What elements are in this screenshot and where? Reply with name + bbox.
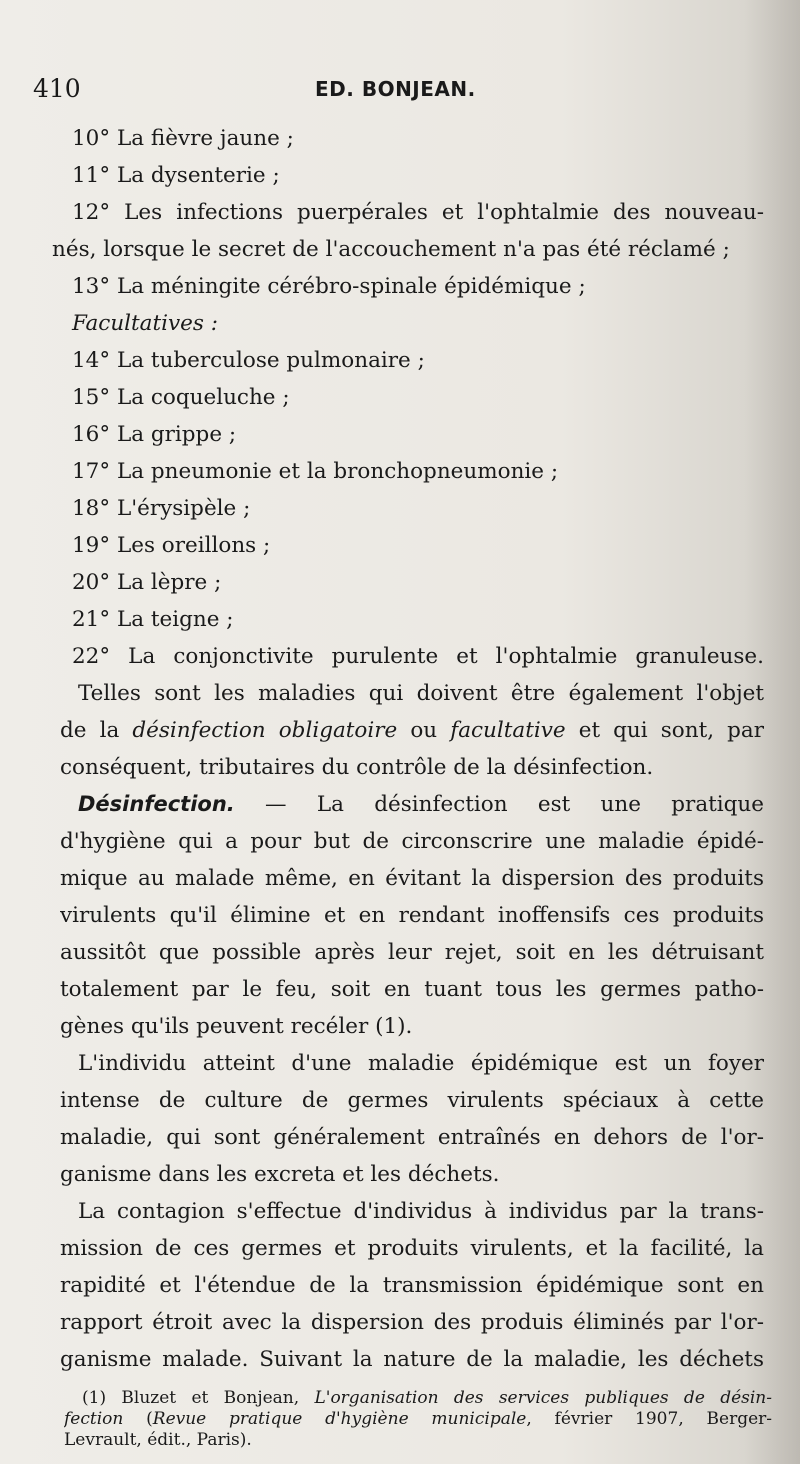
paragraph-line: intense de culture de germes virulents spéciaux à cette [60, 1088, 764, 1113]
list-item: 13° La méningite cérébro-spinale épidémique ; [72, 274, 586, 299]
paragraph-line: rapport étroit avec la dispersion des produis éliminés par l'or- [60, 1310, 764, 1335]
paragraph [60, 786, 764, 1045]
paragraph-line: ganisme malade. Suivant la nature de la maladie, les déchets [60, 1347, 764, 1372]
paragraph-line [60, 712, 764, 749]
paragraph-line: mique au malade même, en évitant la dispersion des produits [60, 866, 764, 891]
footnote-line [64, 1409, 772, 1430]
list-item: 11° La dysenterie ; [72, 163, 280, 188]
paragraph-line: Telles sont les maladies qui doivent être également l'objet [78, 681, 764, 706]
paragraph [60, 1193, 764, 1378]
list-item: 17° La pneumonie et la bronchopneumonie ; [72, 459, 559, 484]
paragraph-line: La contagion s'effectue d'individus à individus par la trans- [78, 1199, 764, 1224]
list-item: 18° L'érysipèle ; [72, 496, 251, 521]
list-item: 14° La tuberculose pulmonaire ; [72, 348, 425, 373]
paragraph-line: d'hygiène qui a pour but de circonscrire une maladie épidé- [60, 829, 764, 854]
list-item-continuation: nés, lorsque le secret de l'accouchement n'a pas été réclamé ; [52, 237, 730, 262]
paragraph-line: totalement par le feu, soit en tuant tous les germes patho- [60, 977, 764, 1002]
paragraph-line: aussitôt que possible après leur rejet, soit en les détruisant [60, 940, 764, 965]
running-head: ED. BONJEAN. [315, 77, 476, 101]
paragraph-line: maladie, qui sont généralement entraînés en dehors de l'or- [60, 1125, 764, 1150]
emphasis: désinfection obligatoire [132, 718, 398, 743]
list-item: 22° La conjonctivite purulente et l'ophtalmie granuleuse. [72, 644, 764, 669]
text-run: ou [397, 718, 451, 743]
paragraph-line [60, 786, 764, 823]
list-item: 10° La fièvre jaune ; [72, 126, 294, 151]
emphasis: L'organisation des services publiques de désin- [314, 1388, 772, 1408]
paragraph-line: L'individu atteint d'une maladie épidémique est un foyer [78, 1051, 764, 1076]
paragraph-line: ganisme dans les excreta et les déchets. [60, 1162, 500, 1187]
text-run: — La désinfection est une pratique [234, 792, 764, 817]
paragraph-line: virulents qu'il élimine et en rendant inoffensifs ces produits [60, 903, 764, 928]
paragraph-line: mission de ces germes et produits virulents, et la facilité, la [60, 1236, 764, 1261]
footnote [64, 1388, 772, 1451]
text-run: ( [123, 1409, 153, 1429]
list-item: 12° Les infections puerpérales et l'ophtalmie des nouveau- [72, 200, 764, 225]
paragraph-line: conséquent, tributaires du contrôle de la désinfection. [60, 755, 654, 780]
text-run: (1) Bluzet et Bonjean, [82, 1388, 315, 1408]
paragraph [60, 1045, 764, 1193]
section-heading: Désinfection. [78, 792, 235, 816]
paragraph [60, 675, 764, 786]
footnote-line: Levrault, édit., Paris). [64, 1430, 252, 1450]
paragraph-line: rapidité et l'étendue de la transmission épidémique sont en [60, 1273, 764, 1298]
facultatives-label: Facultatives : [72, 311, 218, 336]
footnote-line [64, 1388, 772, 1409]
emphasis: fection [64, 1409, 124, 1429]
list-item: 20° La lèpre ; [72, 570, 222, 595]
list-item: 15° La coqueluche ; [72, 385, 290, 410]
text-run: de la [60, 718, 133, 743]
text-run: et qui sont, par [565, 718, 764, 743]
paragraph-line: gènes qu'ils peuvent recéler (1). [60, 1014, 413, 1039]
list-item: 21° La teigne ; [72, 607, 234, 632]
emphasis: Revue pratique d'hygiène municipale [152, 1409, 527, 1429]
list-item: 16° La grippe ; [72, 422, 237, 447]
list-item: 19° Les oreillons ; [72, 533, 271, 558]
emphasis: facultative [450, 718, 566, 743]
page-header [33, 72, 723, 106]
body-text [52, 120, 764, 1378]
text-run: , février 1907, Berger- [526, 1409, 772, 1429]
page-number: 410 [33, 74, 81, 103]
